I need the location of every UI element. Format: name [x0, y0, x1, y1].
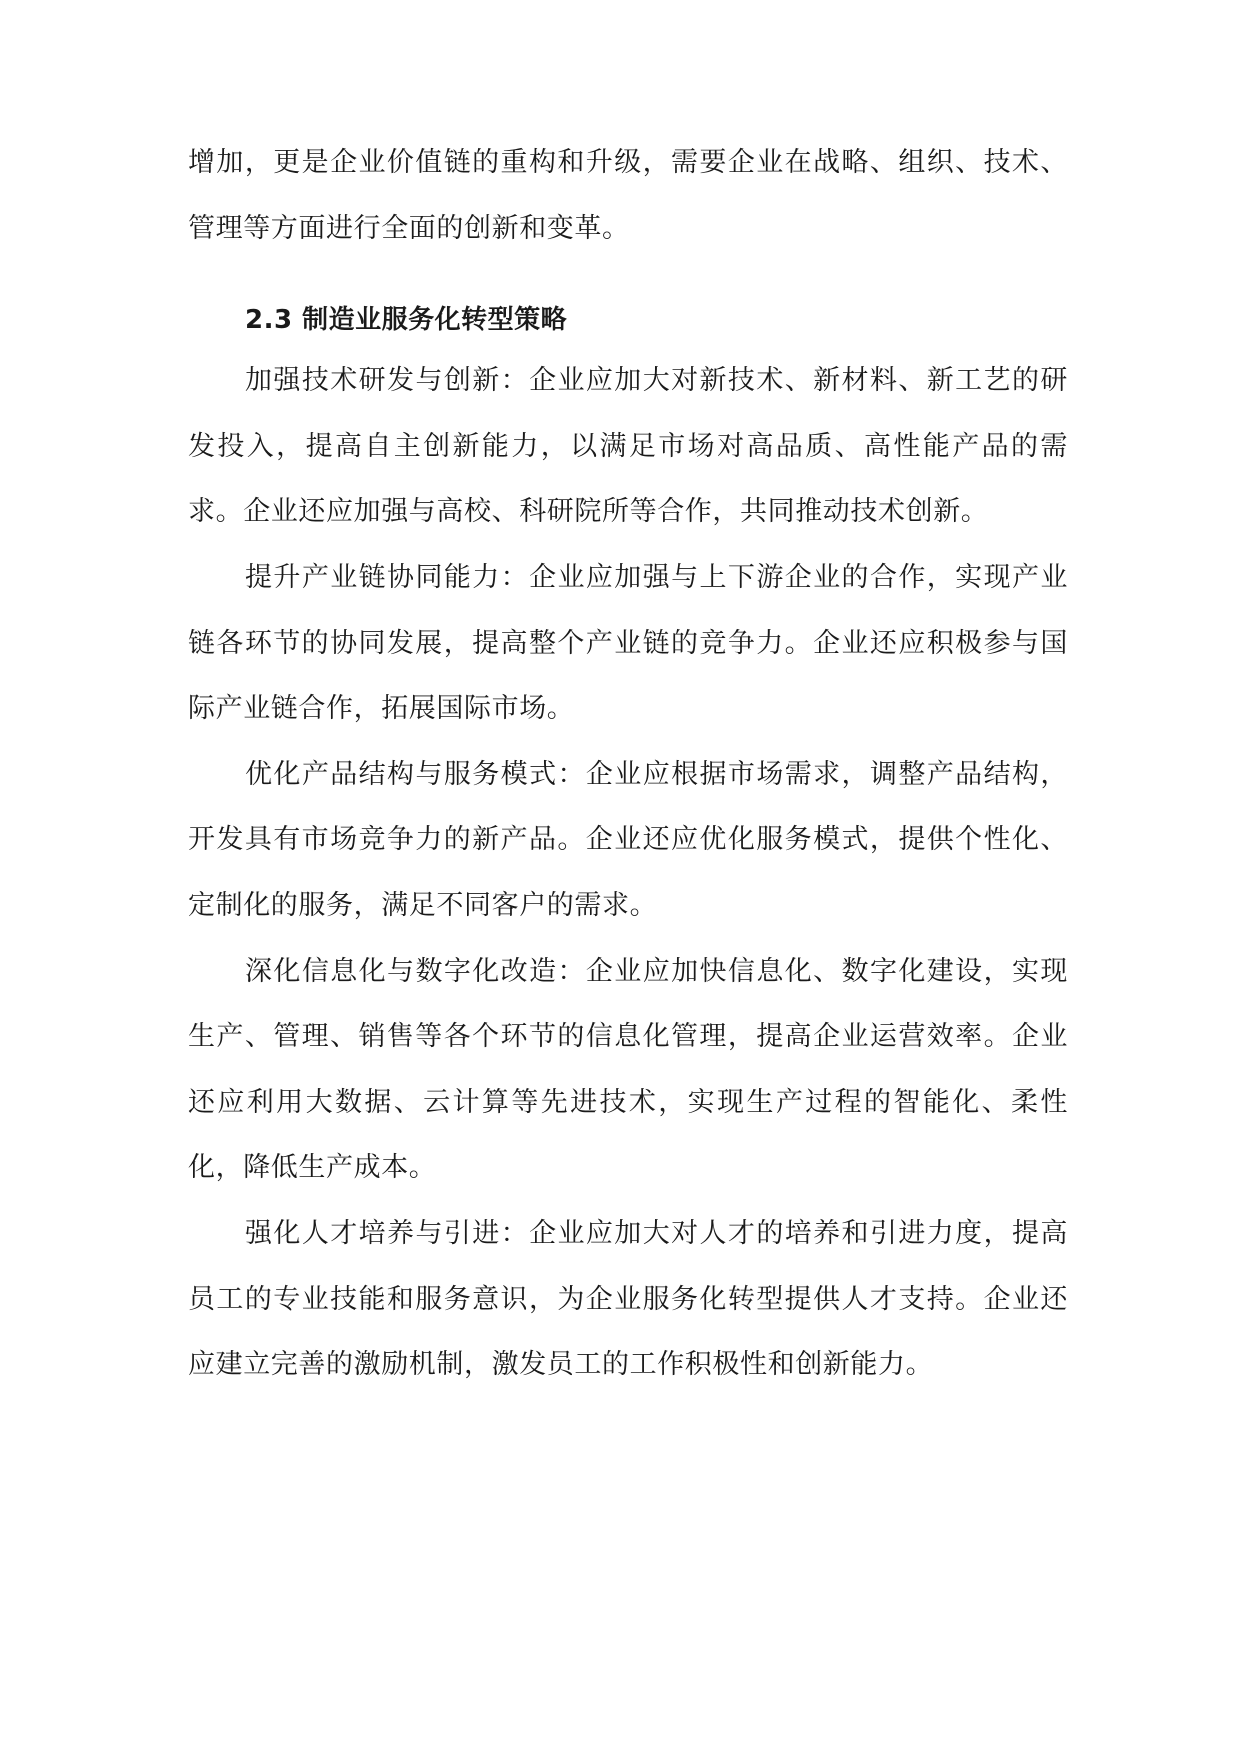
paragraph-industry-chain: 提升产业链协同能力：企业应加强与上下游企业的合作，实现产业链各环节的协同发展，提高整个产业链的竞争力。企业还应积极参与国际产业链合作，拓展国际市场。 — [188, 561, 1068, 725]
paragraph-digitalization: 深化信息化与数字化改造：企业应加快信息化、数字化建设，实现生产、管理、销售等各个环节的信息化管理，提高企业运营效率。企业还应利用大数据、云计算等先进技术，实现生产过程的智能化、柔性化，降低生产成本。 — [188, 955, 1068, 1184]
paragraph-talent: 强化人才培养与引进：企业应加大对人才的培养和引进力度，提高员工的专业技能和服务意识，为企业服务化转型提供人才支持。企业还应建立完善的激励机制，激发员工的工作积极性和创新能力。 — [188, 1217, 1068, 1381]
intro-paragraph: 增加，更是企业价值链的重构和升级，需要企业在战略、组织、技术、管理等方面进行全面的创新和变革。 — [188, 147, 1068, 244]
paragraph-product-structure: 优化产品结构与服务模式：企业应根据市场需求，调整产品结构，开发具有市场竞争力的新产品。企业还应优化服务模式，提供个性化、定制化的服务，满足不同客户的需求。 — [188, 758, 1068, 921]
paragraph-tech-innovation: 加强技术研发与创新：企业应加大对新技术、新材料、新工艺的研发投入，提高自主创新能力，以满足市场对高品质、高性能产品的需求。企业还应加强与高校、科研院所等合作，共同推动技术创新。 — [188, 365, 1068, 528]
section-heading: 2.3 制造业服务化转型策略 — [245, 305, 568, 336]
document-page — [188, 130, 1068, 1398]
